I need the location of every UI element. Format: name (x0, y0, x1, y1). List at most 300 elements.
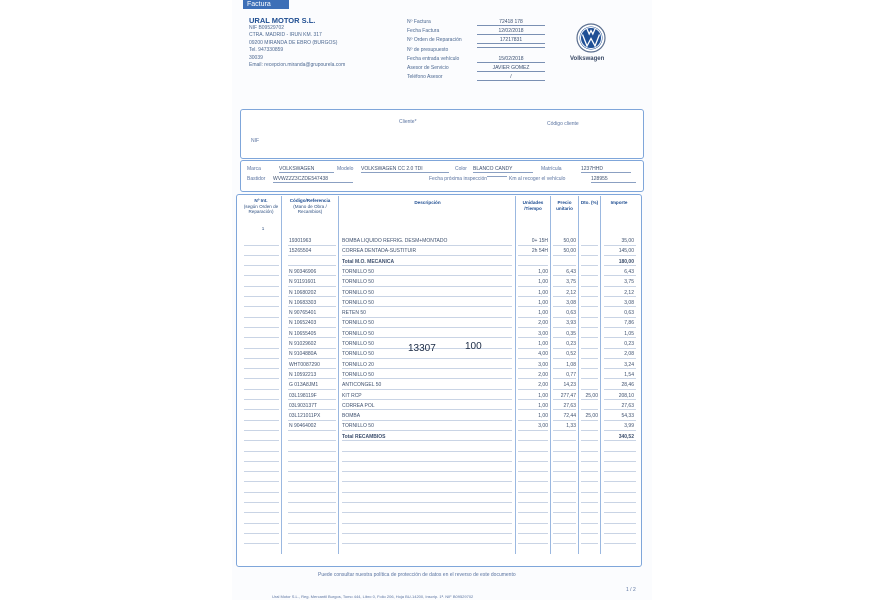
overlay-number: 100 (465, 341, 482, 352)
ruled-line (244, 543, 279, 544)
ruled-line (518, 543, 548, 544)
ruled-line (244, 317, 279, 318)
ruled-line (553, 430, 576, 431)
row-desc: Total RECAMBIOS (342, 433, 386, 440)
ruled-line (553, 358, 576, 359)
ruled-line (288, 502, 336, 503)
invoice-label: Fecha entrada vehículo (407, 55, 460, 62)
ruled-line (244, 286, 279, 287)
ruled-line (288, 471, 336, 472)
ruled-line (244, 471, 279, 472)
row-desc: TORNILLO 20 (342, 361, 374, 368)
row-desc: Total M.O. MECANICA (342, 258, 395, 265)
ruled-line (518, 523, 548, 524)
row-desc: RETEN 50 (342, 310, 366, 317)
ruled-line (288, 543, 336, 544)
row-desc: TORNILLO 50 (342, 268, 374, 275)
row-units: 3,00 (538, 423, 548, 430)
row-code: 03L198119F (289, 392, 317, 399)
ruled-line (553, 481, 576, 482)
ruled-line (342, 399, 512, 400)
invoice-value: 72418 178 (477, 19, 545, 26)
page-number: 1 / 2 (626, 587, 636, 593)
ruled-line (288, 420, 336, 421)
invoice-label: Asesor de Servicio (407, 64, 449, 71)
ruled-line (604, 317, 636, 318)
header-discount (579, 200, 600, 206)
header-code (283, 198, 337, 215)
ruled-line (518, 327, 548, 328)
ruled-line (581, 543, 598, 544)
invoice-label: Teléfono Asesor (407, 74, 443, 81)
ruled-line (244, 409, 279, 410)
ruled-line (342, 502, 512, 503)
invoice-date-row (407, 28, 547, 37)
color-label: Color (455, 166, 467, 172)
ruled-line (342, 471, 512, 472)
ruled-line (244, 255, 279, 256)
ruled-line (244, 512, 279, 513)
ruled-line (604, 286, 636, 287)
ruled-line (553, 399, 576, 400)
row-code: N 90346906 (289, 268, 317, 275)
row-price: 50,00 (563, 238, 576, 244)
row-desc: TORNILLO 50 (342, 289, 374, 296)
ruled-line (288, 451, 336, 452)
volkswagen-logo-icon (576, 23, 606, 53)
row-amount: 3,75 (624, 279, 634, 286)
row-units: 4,00 (538, 351, 548, 358)
ruled-line (288, 533, 336, 534)
ruled-line (553, 420, 576, 421)
invoice-value (477, 47, 545, 48)
km-value: 128955 (591, 176, 636, 183)
ruled-line (581, 389, 598, 390)
header-amount-title: Importe (610, 200, 628, 205)
estimate-row (407, 47, 547, 56)
ruled-line (553, 275, 576, 276)
ruled-line (244, 265, 279, 266)
ruled-line (604, 389, 636, 390)
ruled-line (604, 492, 636, 493)
ruled-line (553, 337, 576, 338)
ruled-line (581, 512, 598, 513)
ruled-line (581, 245, 598, 246)
header-code-sub: (Mano de Obra / Recambios) (293, 203, 327, 214)
ruled-line (518, 512, 548, 513)
header-int (242, 198, 280, 215)
ruled-line (244, 502, 279, 503)
ruled-line (244, 451, 279, 452)
ruled-line (244, 348, 279, 349)
ruled-line (342, 296, 512, 297)
ruled-line (288, 368, 336, 369)
ruled-line (518, 471, 548, 472)
ruled-line (518, 378, 548, 379)
ruled-line (518, 275, 548, 276)
ruled-line (604, 265, 636, 266)
row-amount: 2,08 (624, 351, 634, 358)
row-amount: 1,05 (624, 330, 634, 337)
ruled-line (518, 255, 548, 256)
overlay-number: 13307 (408, 343, 436, 354)
ruled-line (604, 275, 636, 276)
row-code: N 90464002 (289, 423, 317, 430)
ruled-line (581, 337, 598, 338)
ruled-line (604, 255, 636, 256)
row-price: 0,77 (566, 371, 576, 378)
row-amount: 54,33 (621, 413, 634, 420)
ruled-line (604, 461, 636, 462)
ruled-line (244, 440, 279, 441)
row-desc: ANTICONGEL 50 (342, 382, 382, 389)
row-price: 0,23 (566, 341, 576, 347)
ruled-line (518, 399, 548, 400)
ruled-line (553, 543, 576, 544)
ruled-line (553, 389, 576, 390)
brand-label: Marca (247, 166, 261, 172)
ruled-line (604, 481, 636, 482)
ruled-line (518, 296, 548, 297)
row-price: 0,52 (566, 351, 576, 358)
ruled-line (342, 265, 512, 266)
row-desc: TORNILLO 50 (342, 351, 374, 358)
ruled-line (518, 440, 548, 441)
ruled-line (244, 420, 279, 421)
invoice-label: Nº Factura (407, 19, 431, 25)
row-price: 1,08 (566, 361, 576, 368)
ruled-line (581, 358, 598, 359)
ruled-line (553, 451, 576, 452)
ruled-line (518, 430, 548, 431)
ruled-line (553, 512, 576, 513)
inspection-label: Fecha próxima inspección (429, 176, 488, 182)
ruled-line (553, 296, 576, 297)
row-amount: 6,43 (624, 268, 634, 275)
advisor-row (407, 65, 547, 74)
invoice-label: Nº de presupuesto (407, 46, 449, 53)
ruled-line (288, 265, 336, 266)
ruled-line (518, 348, 548, 349)
ruled-line (342, 420, 512, 421)
row-code: 03L903137T (289, 402, 318, 409)
ruled-line (581, 533, 598, 534)
ruled-line (604, 533, 636, 534)
ruled-line (604, 430, 636, 431)
ruled-line (518, 420, 548, 421)
ruled-line (244, 461, 279, 462)
ruled-line (553, 348, 576, 349)
ruled-line (581, 471, 598, 472)
model-value: VOLKSWAGEN CC 2.0 TDI (361, 166, 449, 173)
ruled-line (581, 317, 598, 318)
invoice-meta (407, 19, 547, 83)
ruled-line (342, 440, 512, 441)
row-desc: TORNILLO 50 (342, 279, 374, 286)
ruled-line (518, 306, 548, 307)
vehicle-box (240, 160, 644, 192)
row-amount: 180,00 (618, 258, 634, 265)
ruled-line (288, 512, 336, 513)
row-desc: BOMBA (342, 413, 361, 420)
ruled-line (581, 399, 598, 400)
row-units: 3,00 (538, 361, 548, 368)
ruled-line (604, 358, 636, 359)
ruled-line (342, 389, 512, 390)
ruled-line (604, 440, 636, 441)
ruled-line (342, 368, 512, 369)
ruled-line (581, 461, 598, 462)
header-int-sub: (según Orden de Reparación) (243, 203, 279, 214)
ruled-line (581, 265, 598, 266)
ruled-line (342, 461, 512, 462)
company-line: 30039 (249, 54, 263, 61)
ruled-line (288, 255, 336, 256)
ruled-line (581, 492, 598, 493)
invoice-value: 12/02/2018 (477, 28, 545, 35)
row-units: 0+ 15H (531, 238, 548, 244)
ruled-line (288, 358, 336, 359)
row-desc: KIT RCP (342, 392, 362, 399)
ruled-line (604, 348, 636, 349)
ruled-line (244, 492, 279, 493)
plate-label: Matrícula (541, 166, 562, 172)
row-amount: 3,99 (624, 423, 634, 430)
row-code: N 90765401 (289, 310, 317, 317)
row-desc: TORNILLO 50 (342, 341, 374, 347)
header-int-title: Nº Int. (254, 198, 268, 203)
ruled-line (553, 492, 576, 493)
ruled-line (518, 389, 548, 390)
ruled-line (342, 481, 512, 482)
ruled-line (581, 409, 598, 410)
row-desc: TORNILLO 50 (342, 423, 374, 430)
client-code-label: Código cliente (547, 121, 579, 127)
ruled-line (518, 358, 548, 359)
ruled-line (581, 368, 598, 369)
ruled-line (244, 533, 279, 534)
company-line: Tel. 947330859 (249, 47, 284, 54)
header-units (516, 200, 550, 211)
ruled-line (553, 317, 576, 318)
ruled-line (553, 368, 576, 369)
ruled-line (604, 296, 636, 297)
row-amount: 3,08 (624, 299, 634, 306)
row-code: N 91029602 (289, 341, 317, 347)
plate-value: 1237HHD (581, 166, 631, 173)
ruled-line (553, 502, 576, 503)
ruled-line (581, 296, 598, 297)
ruled-line (553, 461, 576, 462)
row-units: 1,00 (538, 341, 548, 347)
ruled-line (581, 440, 598, 441)
ruled-line (342, 358, 512, 359)
ruled-line (288, 286, 336, 287)
row-units: 1,00 (538, 413, 548, 420)
row-code: N 10652403 (289, 320, 317, 327)
row-units: 2,00 (538, 371, 548, 378)
row-amount: 2,12 (624, 289, 634, 296)
ruled-line (604, 471, 636, 472)
row-code: N 10592213 (289, 371, 317, 378)
ruled-line (244, 389, 279, 390)
ruled-line (604, 306, 636, 307)
row-units: 1,00 (538, 392, 548, 399)
row-units: 1,00 (538, 299, 548, 306)
entry-date-row (407, 56, 547, 65)
ruled-line (244, 481, 279, 482)
row-code: N 91191601 (289, 279, 316, 286)
ruled-line (604, 451, 636, 452)
ruled-line (342, 378, 512, 379)
ruled-line (604, 368, 636, 369)
row-amount: 208,10 (618, 392, 634, 399)
ruled-line (604, 543, 636, 544)
ruled-line (604, 409, 636, 410)
ruled-line (604, 512, 636, 513)
row-price: 3,08 (566, 299, 576, 306)
invoice-value: 15/02/2018 (477, 56, 545, 63)
row-price: 0,63 (566, 310, 576, 317)
company-name: URAL MOTOR S.L. (249, 16, 316, 25)
ruled-line (518, 461, 548, 462)
row-price: 72,44 (563, 413, 576, 420)
row-desc: TORNILLO 50 (342, 320, 374, 327)
ruled-line (518, 265, 548, 266)
ruled-line (244, 245, 279, 246)
ruled-line (518, 317, 548, 318)
ruled-line (581, 481, 598, 482)
row-code: G 013A8JM1 (289, 382, 319, 389)
ruled-line (342, 275, 512, 276)
row-amount: 7,86 (624, 320, 634, 327)
privacy-note: Puede consultar nuestra política de protección de datos en el reverso de este documento (318, 572, 516, 578)
ruled-line (518, 368, 548, 369)
row-dto: 25,00 (585, 392, 598, 399)
ruled-line (342, 306, 512, 307)
row-units: 1,00 (538, 310, 548, 317)
header-discount-title: Dto. (%) (580, 200, 599, 205)
row-code: N 10683303 (289, 299, 317, 306)
ruled-line (553, 409, 576, 410)
document-tab[interactable]: Factura (243, 0, 289, 9)
row-units: 1,00 (538, 289, 548, 296)
ruled-line (553, 440, 576, 441)
model-label: Modelo (337, 166, 354, 172)
ruled-line (553, 533, 576, 534)
row-code: 03L121011PX (289, 413, 321, 420)
ruled-line (553, 471, 576, 472)
row-code: N 9104880A (289, 351, 317, 358)
ruled-line (581, 255, 598, 256)
ruled-line (288, 296, 336, 297)
column-divider (281, 196, 282, 554)
ruled-line (288, 306, 336, 307)
header-description (340, 200, 515, 206)
ruled-line (244, 296, 279, 297)
header-description-title: Descripción (414, 200, 441, 205)
row-code: 15265504 (289, 248, 312, 255)
invoice-number-row (407, 19, 547, 28)
ruled-line (518, 481, 548, 482)
ruled-line (288, 389, 336, 390)
row-price: 3,75 (566, 279, 576, 286)
row-code: N 10680202 (289, 289, 317, 296)
ruled-line (553, 265, 576, 266)
ruled-line (518, 451, 548, 452)
ruled-line (581, 430, 598, 431)
row-price: 277,47 (560, 392, 576, 399)
ruled-line (604, 399, 636, 400)
company-info (249, 16, 345, 69)
company-line: CTRA. MADRID - IRUN KM. 317 (249, 32, 322, 39)
row-units: 1,00 (538, 268, 548, 275)
row-price: 50,00 (563, 248, 576, 255)
ruled-line (581, 306, 598, 307)
ruled-line (518, 245, 548, 246)
ruled-line (288, 481, 336, 482)
repair-order-row (407, 37, 547, 46)
ruled-line (288, 327, 336, 328)
nif-label: NIF (251, 138, 260, 144)
ruled-line (288, 348, 336, 349)
km-label: Km al recoger el vehículo (509, 176, 566, 182)
ruled-line (342, 543, 512, 544)
ruled-line (244, 368, 279, 369)
company-line: Email: recepcion.miranda@grupourela.com (249, 62, 346, 69)
ruled-line (342, 512, 512, 513)
ruled-line (288, 440, 336, 441)
ruled-line (288, 317, 336, 318)
ruled-line (553, 255, 576, 256)
ruled-line (581, 286, 598, 287)
ruled-line (244, 358, 279, 359)
ruled-line (288, 275, 336, 276)
invoice-label: Nº Orden de Reparación (407, 37, 462, 44)
ruled-line (604, 245, 636, 246)
client-box (240, 109, 644, 159)
ruled-line (518, 502, 548, 503)
ruled-line (604, 523, 636, 524)
ruled-line (342, 409, 512, 410)
row-desc: TORNILLO 50 (342, 330, 374, 337)
ruled-line (288, 378, 336, 379)
ruled-line (553, 306, 576, 307)
header-price (551, 200, 578, 211)
ruled-line (553, 523, 576, 524)
row-units: 2,00 (538, 382, 548, 389)
ruled-line (553, 286, 576, 287)
ruled-line (244, 378, 279, 379)
ruled-line (581, 275, 598, 276)
header-int-mark: 1 (261, 226, 265, 231)
row-price: 6,43 (566, 268, 576, 275)
ruled-line (342, 286, 512, 287)
legal-footer: Ural Motor S.L., Reg. Mercantil Burgos, Tomo 444, Libro 0, Folio 206, Hoja BU-14200, Inscrip. 1ª. NIF B09529702 (272, 594, 474, 599)
row-amount: 340,52 (618, 433, 634, 440)
row-amount: 0,63 (624, 310, 634, 317)
ruled-line (604, 378, 636, 379)
row-price: 1,33 (566, 423, 576, 430)
ruled-line (604, 327, 636, 328)
row-units: 2,00 (538, 320, 548, 327)
ruled-line (244, 430, 279, 431)
row-price: 0,35 (566, 330, 576, 337)
row-amount: 145,00 (618, 248, 634, 255)
ruled-line (288, 461, 336, 462)
row-amount: 3,24 (624, 361, 634, 368)
row-amount: 27,63 (621, 402, 634, 409)
